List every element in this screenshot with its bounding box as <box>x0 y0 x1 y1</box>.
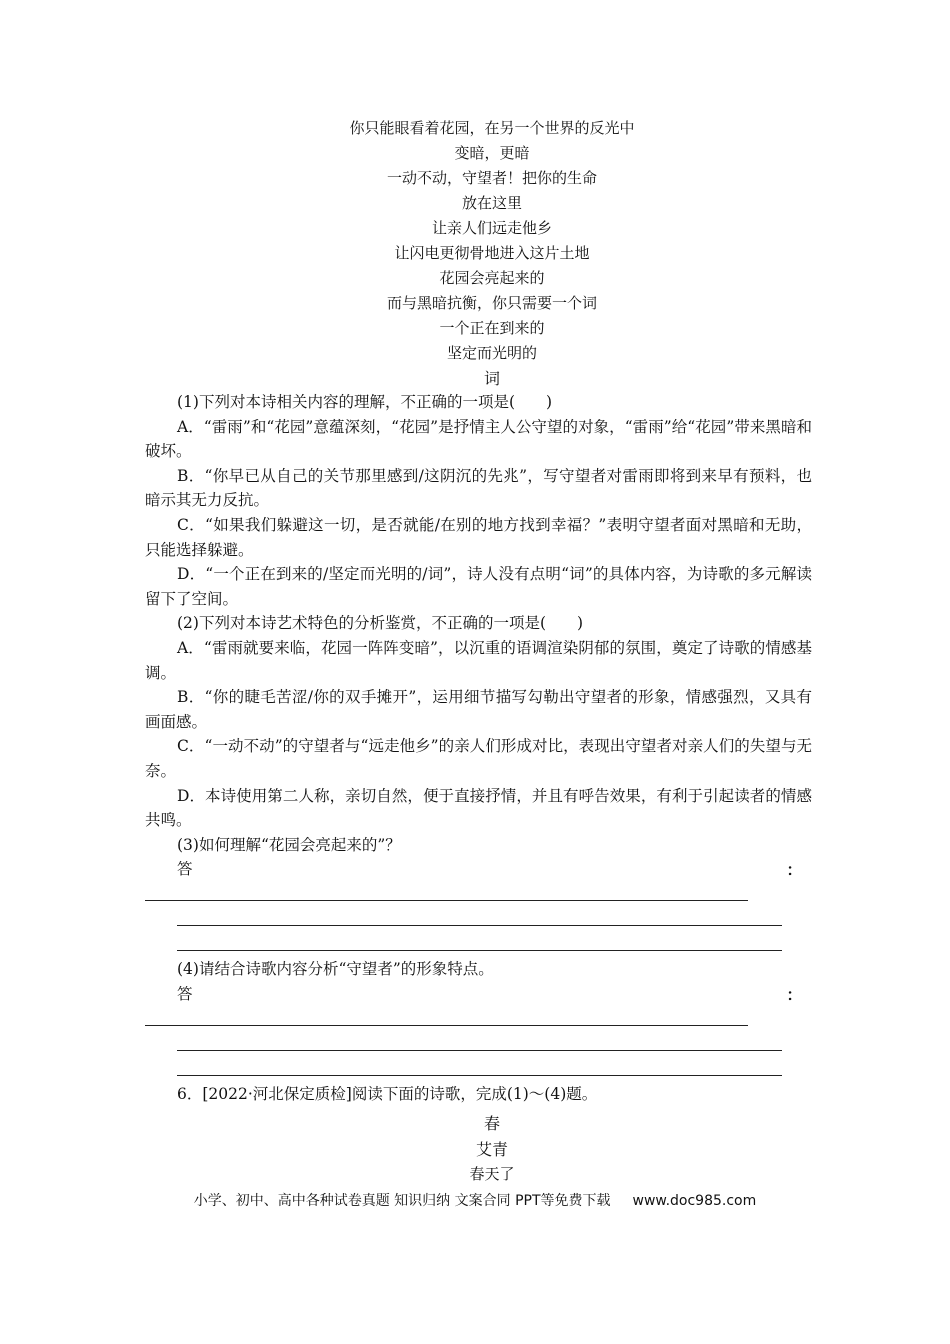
answer-line[interactable] <box>145 1032 812 1057</box>
poem-line: 让闪电更彻骨地进入这片土地 <box>394 244 590 262</box>
question-2-option-b: B．“你的睫毛苦涩/你的双手摊开”，运用细节描写勾勒出守望者的形象，情感强烈，又具有画面感。 <box>145 688 812 731</box>
answer-line[interactable] <box>145 1057 812 1082</box>
question-1-option-c: C．“如果我们躲避这一切，是否就能/在别的地方找到幸福？”表明守望者面对黑暗和无助，只能选择躲避。 <box>145 515 812 559</box>
poem-line: 一动不动，守望者！把你的生命 <box>386 169 597 187</box>
question-1-option-d: D．“一个正在到来的/坚定而光明的/词”，诗人没有点明“词”的具体内容，为诗歌的多元解读留下了空间。 <box>145 565 812 608</box>
poem-line: 而与黑暗抗衡，你只需要一个词 <box>386 294 597 312</box>
question-2-option-a: A．“雷雨就要来临，花园一阵阵变暗”，以沉重的语调渲染阴郁的氛围，奠定了诗歌的情感基调。 <box>145 638 812 682</box>
question-3-stem: (3)如何理解“花园会亮起来的”？ <box>177 835 401 854</box>
poem-line: 词 <box>483 369 500 388</box>
answer-line[interactable] <box>145 882 812 907</box>
question-6-stem: 6．[2022·河北保定质检]阅读下面的诗歌，完成(1)～(4)题。 <box>177 1084 598 1103</box>
answer-colon: ： <box>786 860 802 880</box>
poem-line: 坚定而光明的 <box>446 344 537 362</box>
poem-line: 你只能眼看着花园，在另一个世界的反光中 <box>349 119 635 137</box>
answer-line[interactable] <box>145 907 812 932</box>
poem-line: 让亲人们远走他乡 <box>431 219 552 237</box>
footer-url[interactable]: www.doc985.com <box>632 1193 757 1209</box>
question-2-option-c: C．“一动不动”的守望者与“远走他乡”的亲人们形成对比，表现出守望者对亲人们的失望与无奈。 <box>145 737 812 780</box>
answer-label: 答 <box>177 860 193 879</box>
answer-colon: ： <box>786 984 802 1004</box>
poem-line: 变暗，更暗 <box>454 144 530 162</box>
answer-label: 答 <box>177 984 193 1003</box>
answer-line[interactable] <box>145 932 812 957</box>
next-poem-author: 艾青 <box>475 1140 508 1159</box>
question-3-answer-row <box>145 857 812 882</box>
page-footer <box>0 1190 950 1210</box>
question-4-answer-row <box>145 982 812 1007</box>
answer-line[interactable] <box>145 1007 812 1032</box>
question-1-option-a: A．“雷雨”和“花园”意蕴深刻，“花园”是抒情主人公守望的对象，“雷雨”给“花园”带来黑暗和破坏。 <box>145 417 812 461</box>
next-poem-first-line: 春天了 <box>469 1165 515 1183</box>
poem-line: 花园会亮起来的 <box>439 269 545 287</box>
poem-excerpt <box>0 116 950 391</box>
question-2-option-d: D．本诗使用第二人称，亲切自然，便于直接抒情，并且有呼告效果，有利于引起读者的情感共鸣。 <box>145 786 812 830</box>
question-1-option-b: B．“你早已从自己的关节那里感到/这阴沉的先兆”，写守望者对雷雨即将到来早有预料，也暗示其无力反抗。 <box>145 466 812 510</box>
poem-line: 一个正在到来的 <box>439 319 545 337</box>
next-poem-title: 春 <box>483 1114 500 1133</box>
questions-body <box>145 390 812 1106</box>
footer-text: 小学、初中、高中各种试卷真题 知识归纳 文案合同 PPT等免费下载 <box>193 1193 611 1209</box>
question-2-stem: (2)下列对本诗艺术特色的分析鉴赏，不正确的一项是( ) <box>177 614 584 633</box>
poem-line: 放在这里 <box>461 194 522 212</box>
question-1-stem: (1)下列对本诗相关内容的理解，不正确的一项是( ) <box>177 393 553 411</box>
question-4-stem: (4)请结合诗歌内容分析“守望者”的形象特点。 <box>177 960 494 979</box>
